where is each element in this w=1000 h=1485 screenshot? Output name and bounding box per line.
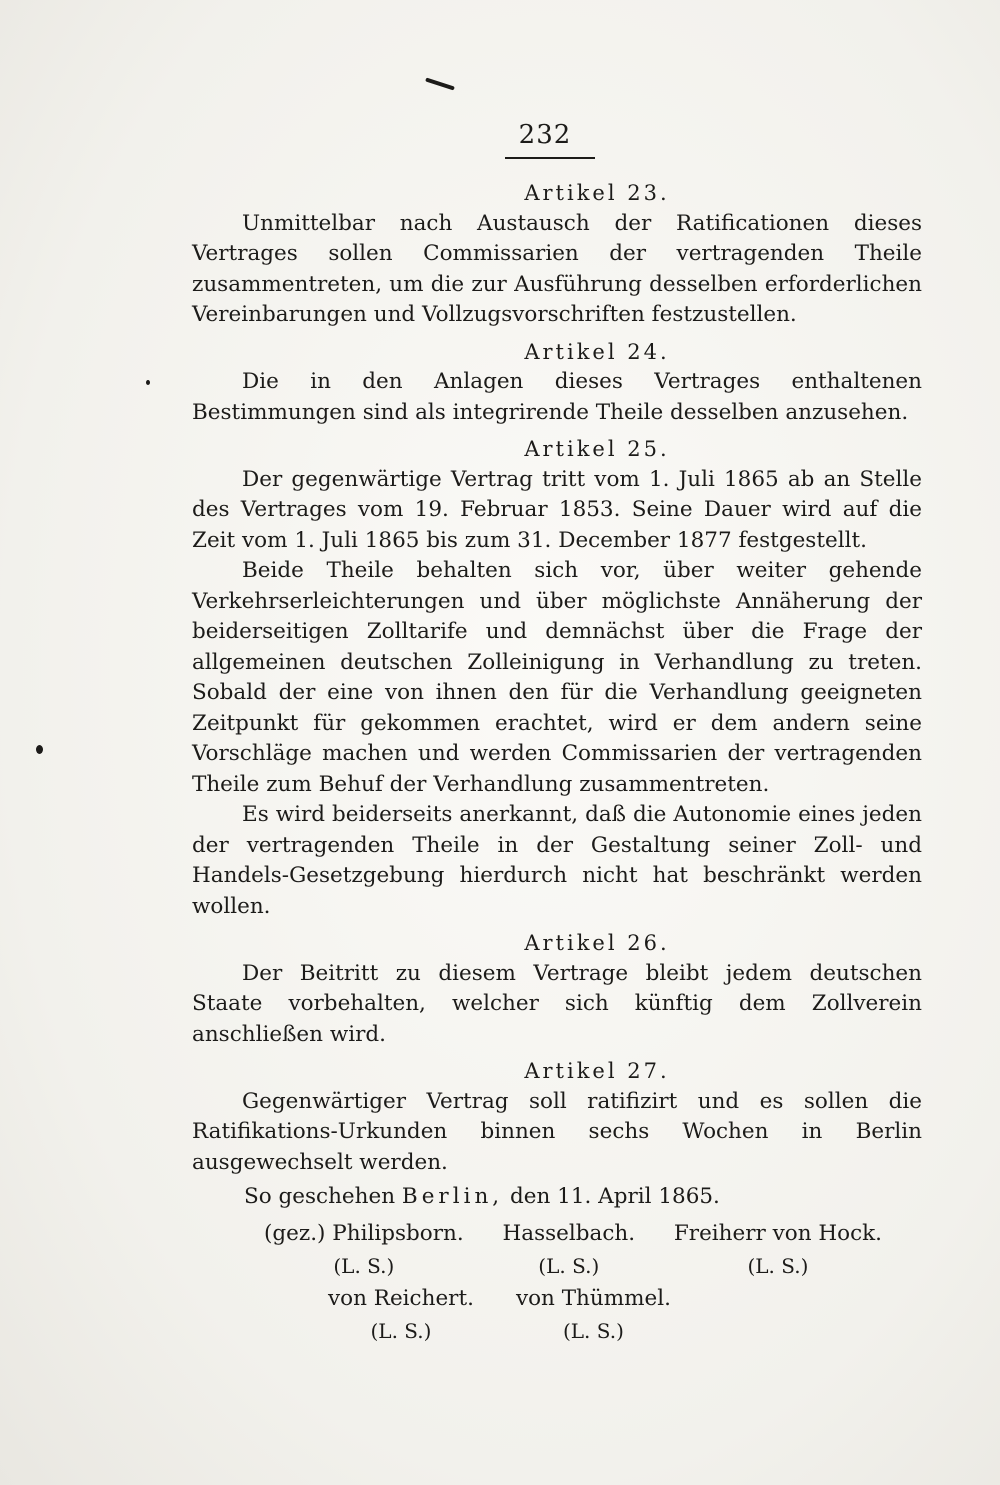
- article-25-paragraph-1: Der gegenwärtige Vertrag tritt vom 1. Juli 1865 ab an Stelle des Vertrages vom 19. Februar 1853. Seine Dauer wird auf die Zeit vom 1. Juli 1865 bis zum 31. December 1877 festgestellt.: [192, 466, 922, 553]
- article-24-paragraph-1: Die in den Anlagen dieses Vertrages enthaltenen Bestimmungen sind als integrirende Theile desselben anzusehen.: [192, 369, 922, 425]
- article-24-heading: Artikel 24.: [524, 339, 670, 364]
- signing-date: den 11. April 1865.: [509, 1184, 720, 1209]
- ink-speck: [36, 745, 43, 754]
- signatory-name: von Thümmel.: [515, 1285, 671, 1311]
- page-number: 232: [518, 120, 572, 150]
- signatory: [516, 1284, 671, 1347]
- signatories-row-1: [192, 1219, 922, 1282]
- signatories-row-2: [192, 1284, 922, 1347]
- signatory-name: von Reichert.: [328, 1285, 474, 1311]
- signatory: [674, 1219, 882, 1282]
- article-26-paragraph-1: Der Beitritt zu diesem Vertrage bleibt jedem deutschen Staate vorbehalten, welcher sich künftig dem Zollverein anschließen wird.: [192, 960, 922, 1047]
- article-27-heading: Artikel 27.: [524, 1059, 670, 1083]
- seal-mark: (L. S.): [747, 1254, 809, 1278]
- signatory-name: Hasselbach.: [502, 1220, 636, 1246]
- signatory: [503, 1219, 636, 1282]
- article-23-heading: Artikel 23.: [524, 181, 670, 205]
- seal-mark: (L. S.): [333, 1254, 395, 1278]
- signatory-name: (gez.) Philipsborn.: [264, 1220, 464, 1246]
- article-25-paragraph-3: Es wird beiderseits anerkannt, daß die Autonomie eines jeden der vertragenden Theile in der Gestaltung seiner Zoll- und Handels-Gesetzgebung hierdurch nicht hat beschränkt werden wollen.: [192, 802, 922, 919]
- signatory: [328, 1284, 474, 1347]
- article-25-paragraph-2: Beide Theile behalten sich vor, über weiter gehende Verkehrserleichterungen und über möglichste Annäherung der beiderseitigen Zolltarife und demnächst über die Frage der allgemeinen deutschen Zolleinigung in Verhandlung zu treten. Sobald der eine von ihnen den für die Verhandlung geeigneten Zeitpunkt für gekommen erachtet, wird er dem andern seine Vorschläge machen und werden Commissarien der vertragenden Theile zum Behuf der Verhandlung zusammentreten.: [192, 558, 922, 797]
- ink-speck: [425, 77, 455, 90]
- seal-mark: (L. S.): [370, 1319, 432, 1343]
- ink-speck: [146, 380, 150, 385]
- signing-line: [244, 1182, 922, 1213]
- document-body: [192, 178, 922, 1347]
- signing-city: Berlin,: [401, 1184, 504, 1209]
- seal-mark: (L. S.): [538, 1254, 600, 1278]
- signatory: [264, 1219, 464, 1282]
- article-23-paragraph-1: Unmittelbar nach Austausch der Ratificationen dieses Vertrages sollen Commissarien der vertragenden Theile zusammentreten, um die zur Ausführung desselben erforderlichen Vereinbarungen und Vollzugsvorschriften festzustellen.: [192, 210, 922, 327]
- signatory-name: Freiherr von Hock.: [673, 1220, 882, 1246]
- page-number-rule: [505, 157, 595, 159]
- article-25-heading: Artikel 25.: [524, 437, 670, 461]
- article-27-paragraph-1: Gegenwärtiger Vertrag soll ratifizirt und es sollen die Ratifikations-Urkunden binnen sechs Wochen in Berlin ausgewechselt werden.: [192, 1088, 922, 1175]
- signing-prefix: So geschehen: [244, 1184, 396, 1209]
- seal-mark: (L. S.): [562, 1319, 624, 1343]
- article-26-heading: Artikel 26.: [524, 931, 670, 955]
